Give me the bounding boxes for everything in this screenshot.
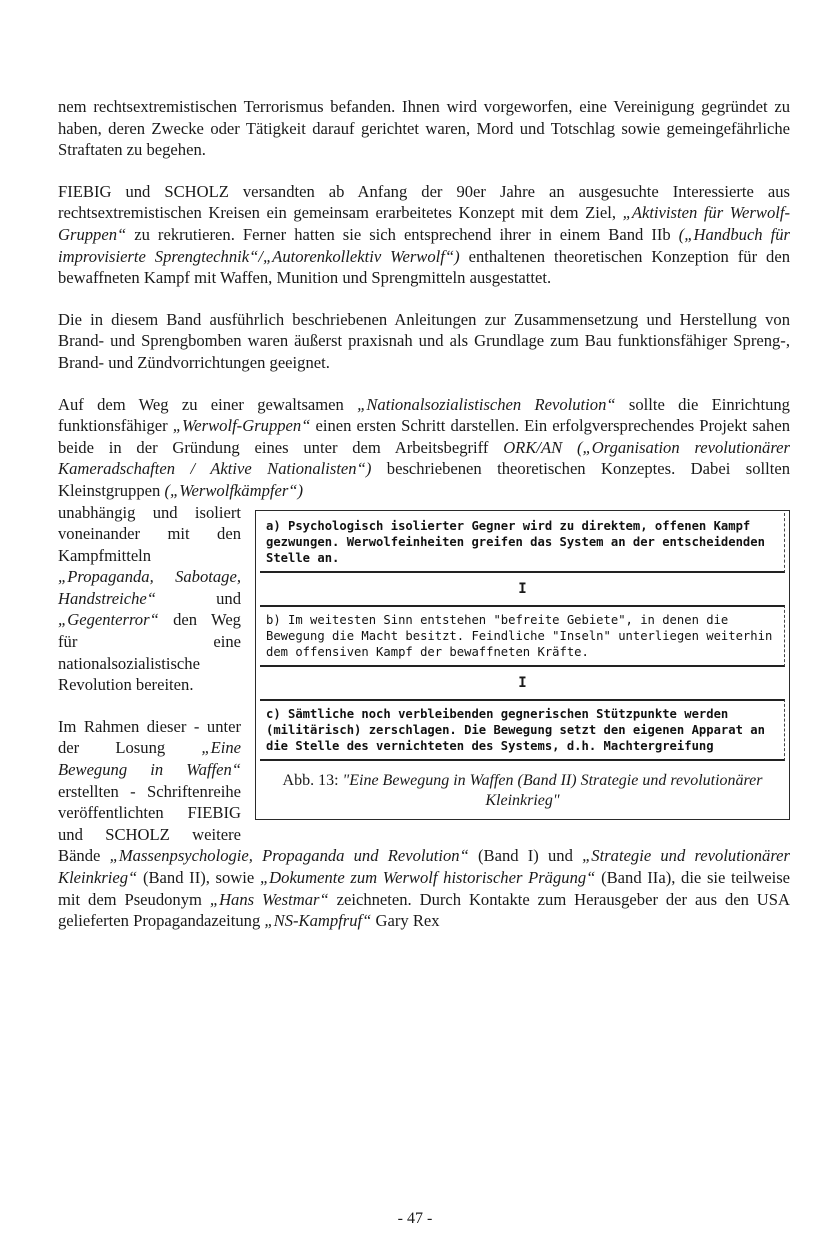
strategy-box-a: a) Psychologisch isolierter Gegner wird zu direktem, offenen Kampf gezwungen. Werwolfeinheiten greifen das System an der entscheidenden Stelle an.: [260, 513, 785, 573]
quote-aktivisten: „Aktivisten für Werwolf-Gruppen“: [58, 203, 790, 244]
strategy-box-b: b) Im weitesten Sinn entstehen "befreite Gebiete", in denen die Bewegung die Macht besitzt. Feindliche "Inseln" unterliegen weiterhin dem offensiven Kampf der bewaffneten Kräfte.: [260, 605, 785, 667]
paragraph-4-rest: unabhängig und isoliert voneinander mit den Kampfmitteln „Propaganda, Sabotage, Handstreiche“ und „Gegenterror“ den Weg für eine nationalsozialistische Revolution bereiten.: [58, 502, 241, 695]
paragraph-1: nem rechtsextremistischen Terrorismus befanden. Ihnen wird vorgeworfen, eine Vereinigung gegründet zu haben, deren Zwecke oder Tätigkeit darauf gerichtet waren, Mord und Totschlag sowie gemeingefährliche Straftaten zu begehen.: [58, 97, 790, 160]
paragraph-3: Die in diesem Band ausführlich beschriebenen Anleitungen zur Zusammensetzung und Herstellung von Brand- und Sprengbomben waren äußerst praxisnah und als Grundlage zum Bau funktionsfähiger Spreng-, Brand- und Zündvorrichtungen geeignet.: [58, 309, 790, 372]
figure-flow-section: [58, 394, 790, 932]
strategy-box-c: c) Sämtliche noch verbleibenden gegnerischen Stützpunkte werden (militärisch) zerschlagen. Die Bewegung setzt den eigenen Apparat an die Stelle des vernichteten des Systems, d.h. Machtergreifung: [260, 699, 785, 761]
page-number: - 47 -: [397, 1210, 433, 1227]
paragraph-4-intro: Auf dem Weg zu einer gewaltsamen „Nationalsozialistischen Revolution“ sollte die Einrichtung funktionsfähiger „Werwolf-Gruppen“ einen ersten Schritt darstellen. Ein erfolgversprechendes Projekt sahen beide in der Gründung eines unter dem Arbeitsbegriff ORK/AN („Organisation revolutionärer Kameradschaften / Aktive Nationalisten“) beschriebenen theoretischen Konzeptes. Dabei sollten Kleinstgruppen („Werwolfkämpfer“): [58, 394, 790, 500]
paragraph-2: FIEBIG und SCHOLZ versandten ab Anfang der 90er Jahre an ausgesuchte Interessierte aus rechtsextremistischen Kreisen ein gemeinsam erarbeitetes Konzept mit dem Ziel, „Aktivisten für Werwolf-Gruppen“ zu rekrutieren. Ferner hatten sie sich entsprechend ihrer in einem Band IIb („Handbuch für improvisierte Sprengtechnik“/„Autorenkollektiv Werwolf“) enthaltenen theoretischen Konzeption für den bewaffneten Kampf mit Waffen, Munition und Sprengmitteln ausgestattet.: [58, 181, 790, 288]
figure-caption: Abb. 13: "Eine Bewegung in Waffen (Band II) Strategie und revolutionärer Kleinkrieg": [282, 771, 763, 809]
arrow-connector-1: I: [518, 580, 527, 597]
quote-handbuch: („Handbuch für improvisierte Sprengtechnik“/„Autorenkollektiv Werwolf“): [58, 224, 790, 266]
figure-13: [255, 510, 790, 820]
paragraph-5: Im Rahmen dieser - unter der Losung „Eine Bewegung in Waffen“ erstellten - Schriftenreihe veröffentlichten FIEBIG und SCHOLZ weitere Bände „Massenpsychologie, Propaganda und Revolution“ (Band I) und „Strategie und revolutionärer Kleinkrieg“ (Band II), sowie „Dokumente zum Werwolf historischer Prägung“ (Band IIa), die sie teilweise mit dem Pseudonym „Hans Westmar“ zeichneten. Durch Kontakte zum Herausgeber der aus den USA gelieferten Propagandazeitung „NS-Kampfruf“ Gary Rex: [58, 716, 791, 931]
arrow-connector-2: I: [518, 674, 527, 691]
page-content: [58, 96, 790, 932]
